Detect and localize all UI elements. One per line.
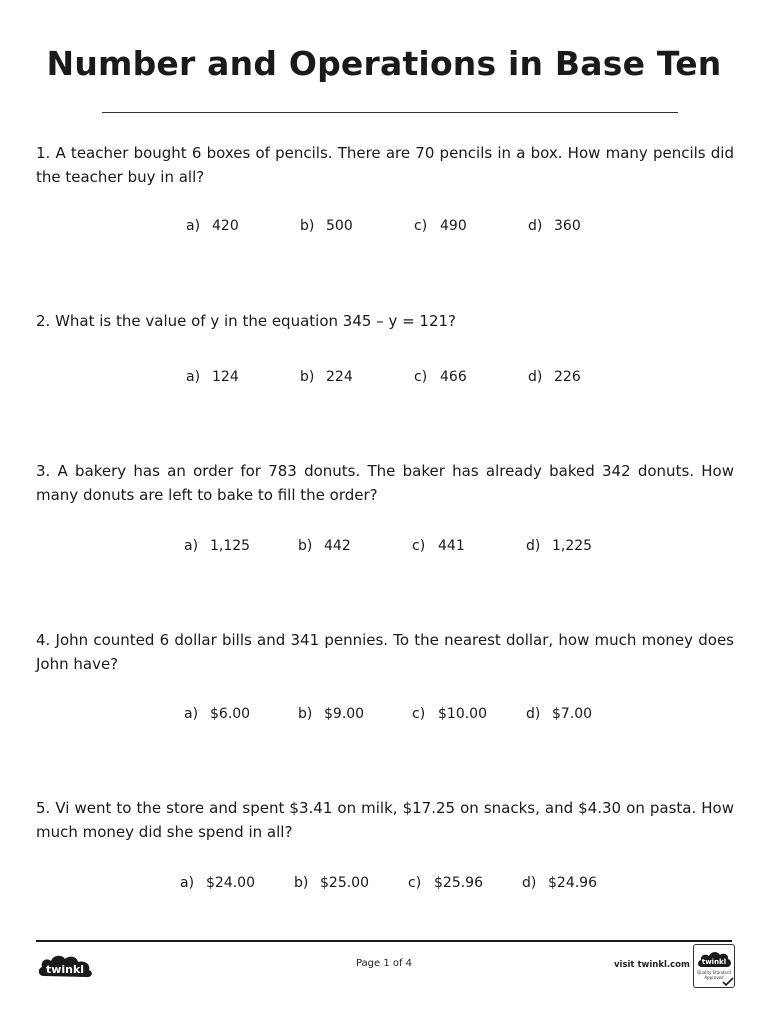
answer-option-5c[interactable] — [408, 875, 522, 891]
page-number: Page 1 of 4 — [355, 958, 413, 969]
badge-line-2: Approved — [704, 975, 724, 980]
option-letter: c) — [412, 538, 426, 554]
page-title: Number and Operations in Base Ten — [46, 44, 722, 83]
option-value: $9.00 — [324, 706, 365, 722]
title-divider — [102, 112, 678, 113]
option-value: $24.96 — [548, 875, 597, 891]
option-letter: c) — [408, 875, 422, 891]
option-letter: c) — [412, 706, 426, 722]
logo-text: twinkl — [45, 963, 85, 976]
option-value: $7.00 — [552, 706, 593, 722]
option-value: $10.00 — [438, 706, 487, 722]
answer-option-5a[interactable] — [180, 875, 294, 891]
option-letter: a) — [184, 538, 199, 554]
answer-option-2d[interactable] — [528, 369, 642, 385]
answer-option-2c[interactable] — [414, 369, 528, 385]
option-value: 466 — [440, 369, 467, 385]
answer-option-1c[interactable] — [414, 218, 528, 234]
option-letter: d) — [528, 218, 543, 234]
answer-option-2a[interactable] — [186, 369, 300, 385]
quality-standard-badge — [693, 944, 735, 988]
option-value: 226 — [554, 369, 581, 385]
option-letter: d) — [526, 538, 541, 554]
website-link[interactable]: visit twinkl.com — [614, 960, 690, 970]
option-value: $24.00 — [206, 875, 255, 891]
badge-cloud-icon — [694, 947, 734, 971]
answer-options-4 — [184, 706, 640, 722]
option-letter: a) — [186, 218, 201, 234]
option-value: 500 — [326, 218, 353, 234]
answer-option-3a[interactable] — [184, 538, 298, 554]
option-letter: a) — [184, 706, 199, 722]
option-value: $25.96 — [434, 875, 483, 891]
option-letter: c) — [414, 218, 428, 234]
question-3: 3. A bakery has an order for 783 donuts. The baker has already baked 342 donuts. How many donuts are left to bake to fill the order? — [36, 462, 734, 504]
answer-option-4d[interactable] — [526, 706, 640, 722]
answer-option-3c[interactable] — [412, 538, 526, 554]
badge-line-1: Quality Standard — [697, 970, 731, 975]
question-1: 1. A teacher bought 6 boxes of pencils. There are 70 pencils in a box. How many pencils did the teacher buy in all? — [36, 144, 734, 186]
option-value: 490 — [440, 218, 467, 234]
option-value: 1,225 — [552, 538, 593, 554]
answer-option-4b[interactable] — [298, 706, 412, 722]
answer-option-3b[interactable] — [298, 538, 412, 554]
badge-brand: twinkl — [701, 958, 727, 966]
answer-options-2 — [186, 369, 642, 385]
answer-options-1 — [186, 218, 642, 234]
option-letter: d) — [526, 706, 541, 722]
option-value: 224 — [326, 369, 353, 385]
answer-options-3 — [184, 538, 640, 554]
option-letter: a) — [186, 369, 201, 385]
question-4: 4. John counted 6 dollar bills and 341 pennies. To the nearest dollar, how much money does John have? — [36, 631, 734, 673]
answer-option-3d[interactable] — [526, 538, 640, 554]
option-value: 360 — [554, 218, 581, 234]
question-5: 5. Vi went to the store and spent $3.41 on milk, $17.25 on snacks, and $4.30 on pasta. How much money did she spend in all? — [36, 799, 734, 841]
answer-option-5b[interactable] — [294, 875, 408, 891]
option-letter: c) — [414, 369, 428, 385]
option-value: 441 — [438, 538, 465, 554]
option-value: 420 — [212, 218, 239, 234]
option-letter: a) — [180, 875, 195, 891]
answer-option-1b[interactable] — [300, 218, 414, 234]
option-letter: b) — [298, 538, 313, 554]
option-value: $25.00 — [320, 875, 369, 891]
answer-option-5d[interactable] — [522, 875, 636, 891]
answer-option-2b[interactable] — [300, 369, 414, 385]
option-value: 1,125 — [210, 538, 251, 554]
question-2: 2. What is the value of y in the equation 345 – y = 121? — [36, 312, 457, 330]
answer-option-4c[interactable] — [412, 706, 526, 722]
option-value: $6.00 — [210, 706, 251, 722]
option-letter: d) — [528, 369, 543, 385]
option-letter: d) — [522, 875, 537, 891]
answer-option-1a[interactable] — [186, 218, 300, 234]
answer-option-4a[interactable] — [184, 706, 298, 722]
option-letter: b) — [294, 875, 309, 891]
option-value: 442 — [324, 538, 351, 554]
option-value: 124 — [212, 369, 239, 385]
check-icon — [722, 977, 734, 987]
footer-divider — [36, 940, 732, 942]
option-letter: b) — [300, 218, 315, 234]
option-letter: b) — [300, 369, 315, 385]
answer-options-5 — [180, 875, 636, 891]
answer-option-1d[interactable] — [528, 218, 642, 234]
option-letter: b) — [298, 706, 313, 722]
